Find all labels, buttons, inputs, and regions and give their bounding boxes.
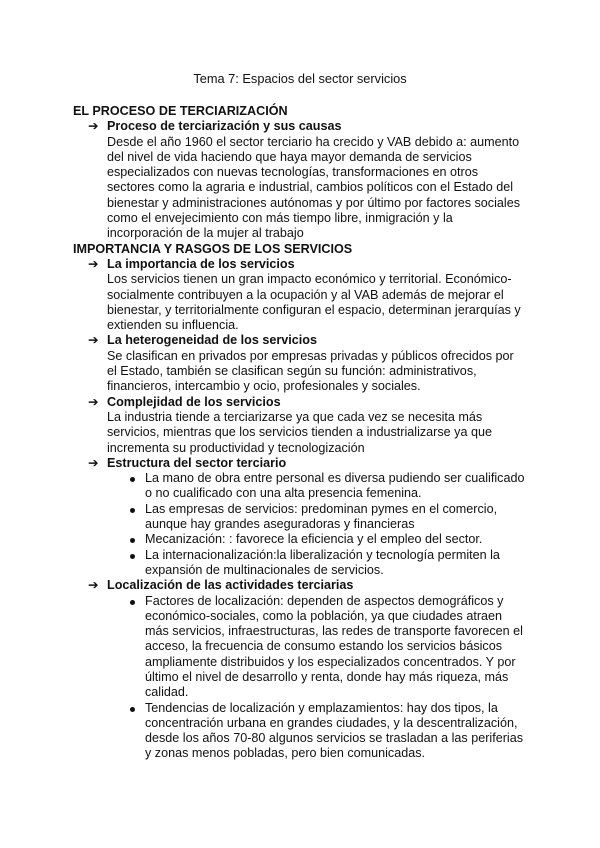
bullet-icon xyxy=(130,707,135,712)
subsection-complejidad xyxy=(73,395,533,456)
subsection-heading-text: Estructura del sector terciario xyxy=(107,455,287,470)
list-item-text: Las empresas de servicios: predominan pymes en el comercio, aunque hay grandes aseguradoras y financieras xyxy=(145,501,498,532)
list-item-text: La mano de obra entre personal es diversa pudiendo ser cualificado o no cualificado con una alta presencia femenina. xyxy=(145,471,525,501)
paragraph: Los servicios tienen un gran impacto económico y territorial. Económico-socialmente contribuyen a la ocupación y al VAB además de mejorar el bienestar, y territorialmente configuran el espacio, determinan jerarquías y extienden su influencia. xyxy=(107,272,521,333)
list-item xyxy=(145,532,526,547)
section-heading-importancia: IMPORTANCIA Y RASGOS DE LOS SERVICIOS xyxy=(73,241,353,256)
bullet-icon xyxy=(130,554,135,559)
bullet-icon xyxy=(130,600,135,605)
paragraph: Desde el año 1960 el sector terciario ha crecido y VAB debido a: aumento del nivel de vida haciendo que haya mayor demanda de servicios especializados con nuevas tecnologías, transformaciones en otros sectores como la agraria e industrial, cambios políticos con el Estado del bienestar y administraciones autónomas y por último por factores sociales como el envejecimiento con más tiempo libre, inmigración y la incorporación de la mujer al trabajo xyxy=(107,134,520,241)
paragraph: Se clasifican en privados por empresas privadas y públicos ofrecidos por el Estado, también se clasifican según su función: administrativos, financieros, intercambio y ocio, profesionales y sociales. xyxy=(107,348,514,394)
list-item xyxy=(145,548,526,579)
arrow-icon: ➔ xyxy=(88,394,99,409)
list-item xyxy=(145,701,526,762)
list-item-text: Factores de localización: dependen de aspectos demográficos y económico-sociales, como la población, ya que ciudades atraen más servicios, infraestructuras, las redes de transporte favorecen el acceso, la frecuencia de consumo estando los servicios básicos ampliamente distribuidos y los especializados concentrados. Y por último el nivel de desarrollo y renta, donde hay más riqueza, más calidad. xyxy=(145,593,523,700)
bullet-icon xyxy=(130,538,135,543)
list-item xyxy=(145,471,526,502)
arrow-icon: ➔ xyxy=(88,256,99,271)
section-heading-terciarizacion: EL PROCESO DE TERCIARIZACIÓN xyxy=(73,104,288,118)
list-item xyxy=(145,594,526,701)
subsection-proceso xyxy=(73,119,533,241)
list-item-text: Mecanización: : favorece la eficiencia y el empleo del sector. xyxy=(145,532,483,547)
paragraph: La industria tiende a terciarizarse ya que cada vez se necesita más servicios, mientras que los servicios tienden a industrializarse ya que incrementa su productividad y tecnologización xyxy=(107,409,492,455)
subsection-heading-text: La heterogeneidad de los servicios xyxy=(107,333,317,348)
bullet-icon xyxy=(130,508,135,513)
arrow-icon: ➔ xyxy=(88,578,99,593)
subsection-heading xyxy=(73,395,533,410)
bullet-list xyxy=(73,594,526,762)
bullet-list xyxy=(73,471,526,578)
arrow-icon: ➔ xyxy=(88,333,99,348)
list-item-text: Tendencias de localización y emplazamientos: hay dos tipos, la concentración urbana en grandes ciudades, y la descentralización, desde los años 70-80 algunos servicios se trasladan a las periferias y zonas menos pobladas, pero bien comunicadas. xyxy=(145,700,524,761)
subsection-heading xyxy=(73,333,533,348)
subsection-heading-text: Localización de las actividades terciarias xyxy=(107,578,354,593)
list-item-text: La internacionalización:la liberalización y tecnología permiten la expansión de multinacionales de servicios. xyxy=(145,547,500,577)
subsection-localizacion xyxy=(73,578,533,762)
subsection-heterogeneidad xyxy=(73,333,533,394)
list-item xyxy=(145,502,526,533)
bullet-icon xyxy=(130,477,135,482)
subsection-heading xyxy=(73,119,533,134)
subsection-estructura xyxy=(73,456,533,578)
arrow-icon: ➔ xyxy=(88,455,99,470)
subsection-importancia xyxy=(73,257,533,333)
subsection-heading-text: La importancia de los servicios xyxy=(107,256,295,271)
subsection-heading-text: Complejidad de los servicios xyxy=(107,394,281,409)
subsection-heading xyxy=(73,456,533,471)
arrow-icon: ➔ xyxy=(88,119,99,134)
document-title: Tema 7: Espacios del sector servicios xyxy=(193,71,407,86)
subsection-heading-text: Proceso de terciarización y sus causas xyxy=(107,119,342,134)
document-body xyxy=(73,104,533,762)
subsection-heading xyxy=(73,257,533,272)
subsection-heading xyxy=(73,578,533,593)
